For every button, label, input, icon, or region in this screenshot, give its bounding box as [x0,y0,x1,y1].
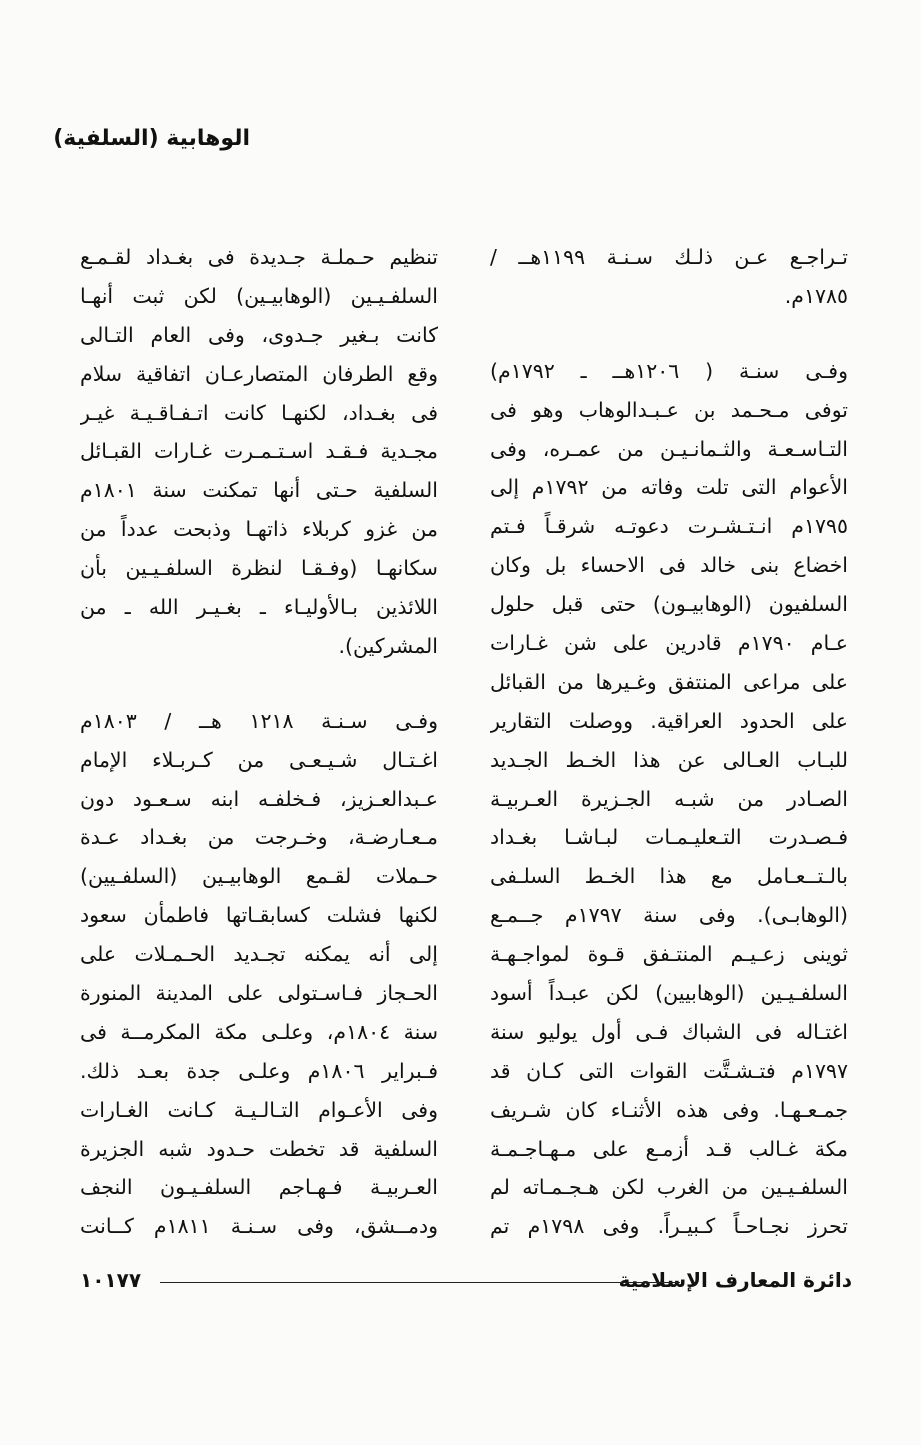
text-line: على الحدود العراقية. ووصلت التقارير [490,708,848,733]
text-line: السلفـيـين (الوهابيين) لكن عبـداً أسود [490,981,848,1006]
text-line: فـصـدرت التـعليـمـات لبـاشـا بغـداد [490,825,848,850]
text-line: السلفية حـتى أنها تمكنت سنة ١٨٠١م [80,478,438,503]
text-line: ودمــشق، وفى سـنـة ١٨١١م كــانت [80,1214,438,1239]
right-column [490,238,848,1246]
text-line: توفى مـحـمد بن عـبـدالوهاب وهو فى [490,397,848,422]
text-line: سنة ١٨٠٤م، وعلـى مكة المكرمــة فى [80,1019,438,1044]
text-line: ١٧٩٥م انـتـشـرت دعوتـه شرقـاً فـتم [490,514,848,539]
text-line: وقع الطرفان المتصارعـان اتفاقية سلام [80,361,438,386]
text-line: اغتـاله فى الشباك فـى أول يوليو سنة [490,1019,848,1044]
text-line: وفـى سنـة ( ١٢٠٦هــ ـ ١٧٩٢م) [490,358,848,383]
text-line: على مراعى المنتفق وغـيرها من القبائل [490,669,848,694]
text-line: مجـدية فـقـد اسـتـمـرت غـارات القبـائل [80,439,438,464]
paragraph-gap [80,666,438,702]
text-line: التـاسـعـة والثـمانـيـن من عمـره، وفى [490,436,848,461]
page-number: ١٠١٧٧ [80,1268,142,1292]
text-line: اللائذين بـالأوليـاء ـ بغـيـر الله ـ من [80,595,438,620]
running-title: الوهابية (السلفية) [53,126,250,151]
text-line: وفـى سـنـة ١٢١٨ هــ / ١٨٠٣م [80,708,438,733]
text-line: وفى الأعـوام التـالـيـة كـانت الغـارات [80,1097,438,1122]
text-line: مـعـارضـة، وخـرجت من بغـداد عـدة [80,825,438,850]
text-line: الأعوام التى تلت وفاته من ١٧٩٢م إلى [490,475,848,500]
text-line: السلفـيـين من الغرب لكن هـجـمـاته لم [490,1175,848,1200]
text-line: اغـتـال شـيـعـى من كـربـلاء الإمام [80,747,438,772]
text-line: (الوهابـى). وفى سنة ١٧٩٧م جــمـع [490,903,848,928]
text-line: العـربيـة فـهـاجم السلفـيـون النجف [80,1175,438,1200]
text-line: السلفيون (الوهابيـون) حتى قبل حلول [490,592,848,617]
text-line: عـبدالعـزيز، فـخلفـه ابنه سـعـود دون [80,786,438,811]
text-line: حـملات لقـمع الوهابيـين (السلفـيين) [80,864,438,889]
text-line: كانت بـغير جـدوى، وفى العام التـالى [80,322,438,347]
text-line: فـبراير ١٨٠٦م وعلـى جدة بعـد ذلك. [80,1058,438,1083]
text-line: بالـتــعـامل مع هذا الخـط السلـفى [490,864,848,889]
text-line: جمـعـهـا. وفى هذه الأثنـاء كان شـريف [490,1097,848,1122]
text-line: تـراجـع عـن ذلـك سـنـة ١١٩٩هــ / [490,245,848,269]
text-line: مكة غـالب قـد أزمـع على مـهـاجـمـة [490,1136,848,1161]
text-line: السلفـيـين (الوهابيـين) لكن ثبت أنهـا [80,283,438,308]
text-line: ١٧٨٥م. [784,283,848,308]
text-line: ثوينى زعـيـم المنتـفق قـوة لمواجـهـة [490,942,848,967]
left-column [80,238,438,1246]
text-line: إلى أنه يمكنه تجـديد الحـمـلات على [80,942,438,967]
text-line: ١٧٩٧م فتـشـتَّت القوات التى كـان قد [490,1058,848,1083]
text-line: عـام ١٧٩٠م قادرين على شن غـارات [490,631,848,656]
text-line: تنظيم حـملـة جـديدة فى بغـداد لقـمـع [80,245,438,269]
text-line: تحرز نجـاحـاً كـبيـراً. وفى ١٧٩٨م تم [490,1214,848,1239]
text-line: الصـادر من شبـه الجـزيرة العـربيـة [490,786,848,811]
text-line: اخضاع بنى خالد فى الاحساء بل وكان [490,553,848,578]
text-line: لكنها فشلت كسابقـاتها فاطمأن سعود [80,903,438,928]
paragraph-gap [490,316,848,352]
text-line: من غزو كربلاء ذاتهـا وذبحت عدداً من [80,517,438,542]
text-line: سكانهـا (وفـقـا لنظرة السلفـيـين بأن [80,556,438,581]
text-line: الحـجاز فـاسـتولى على المدينة المنورة [80,981,438,1006]
page-footer [80,1262,852,1302]
text-line: فى بغـداد، لكنهـا كانت اتـفـاقـيـة غيـر [80,400,438,425]
text-line: للبـاب العـالى عن هذا الخـط الجـديد [490,747,848,772]
footer-journal-title: دائرة المعارف الإسلامية [618,1268,852,1292]
text-line: المشركين). [338,633,438,658]
footer-rule [160,1282,680,1283]
text-line: السلفية قد تخطت حـدود شبه الجزيرة [80,1136,438,1161]
